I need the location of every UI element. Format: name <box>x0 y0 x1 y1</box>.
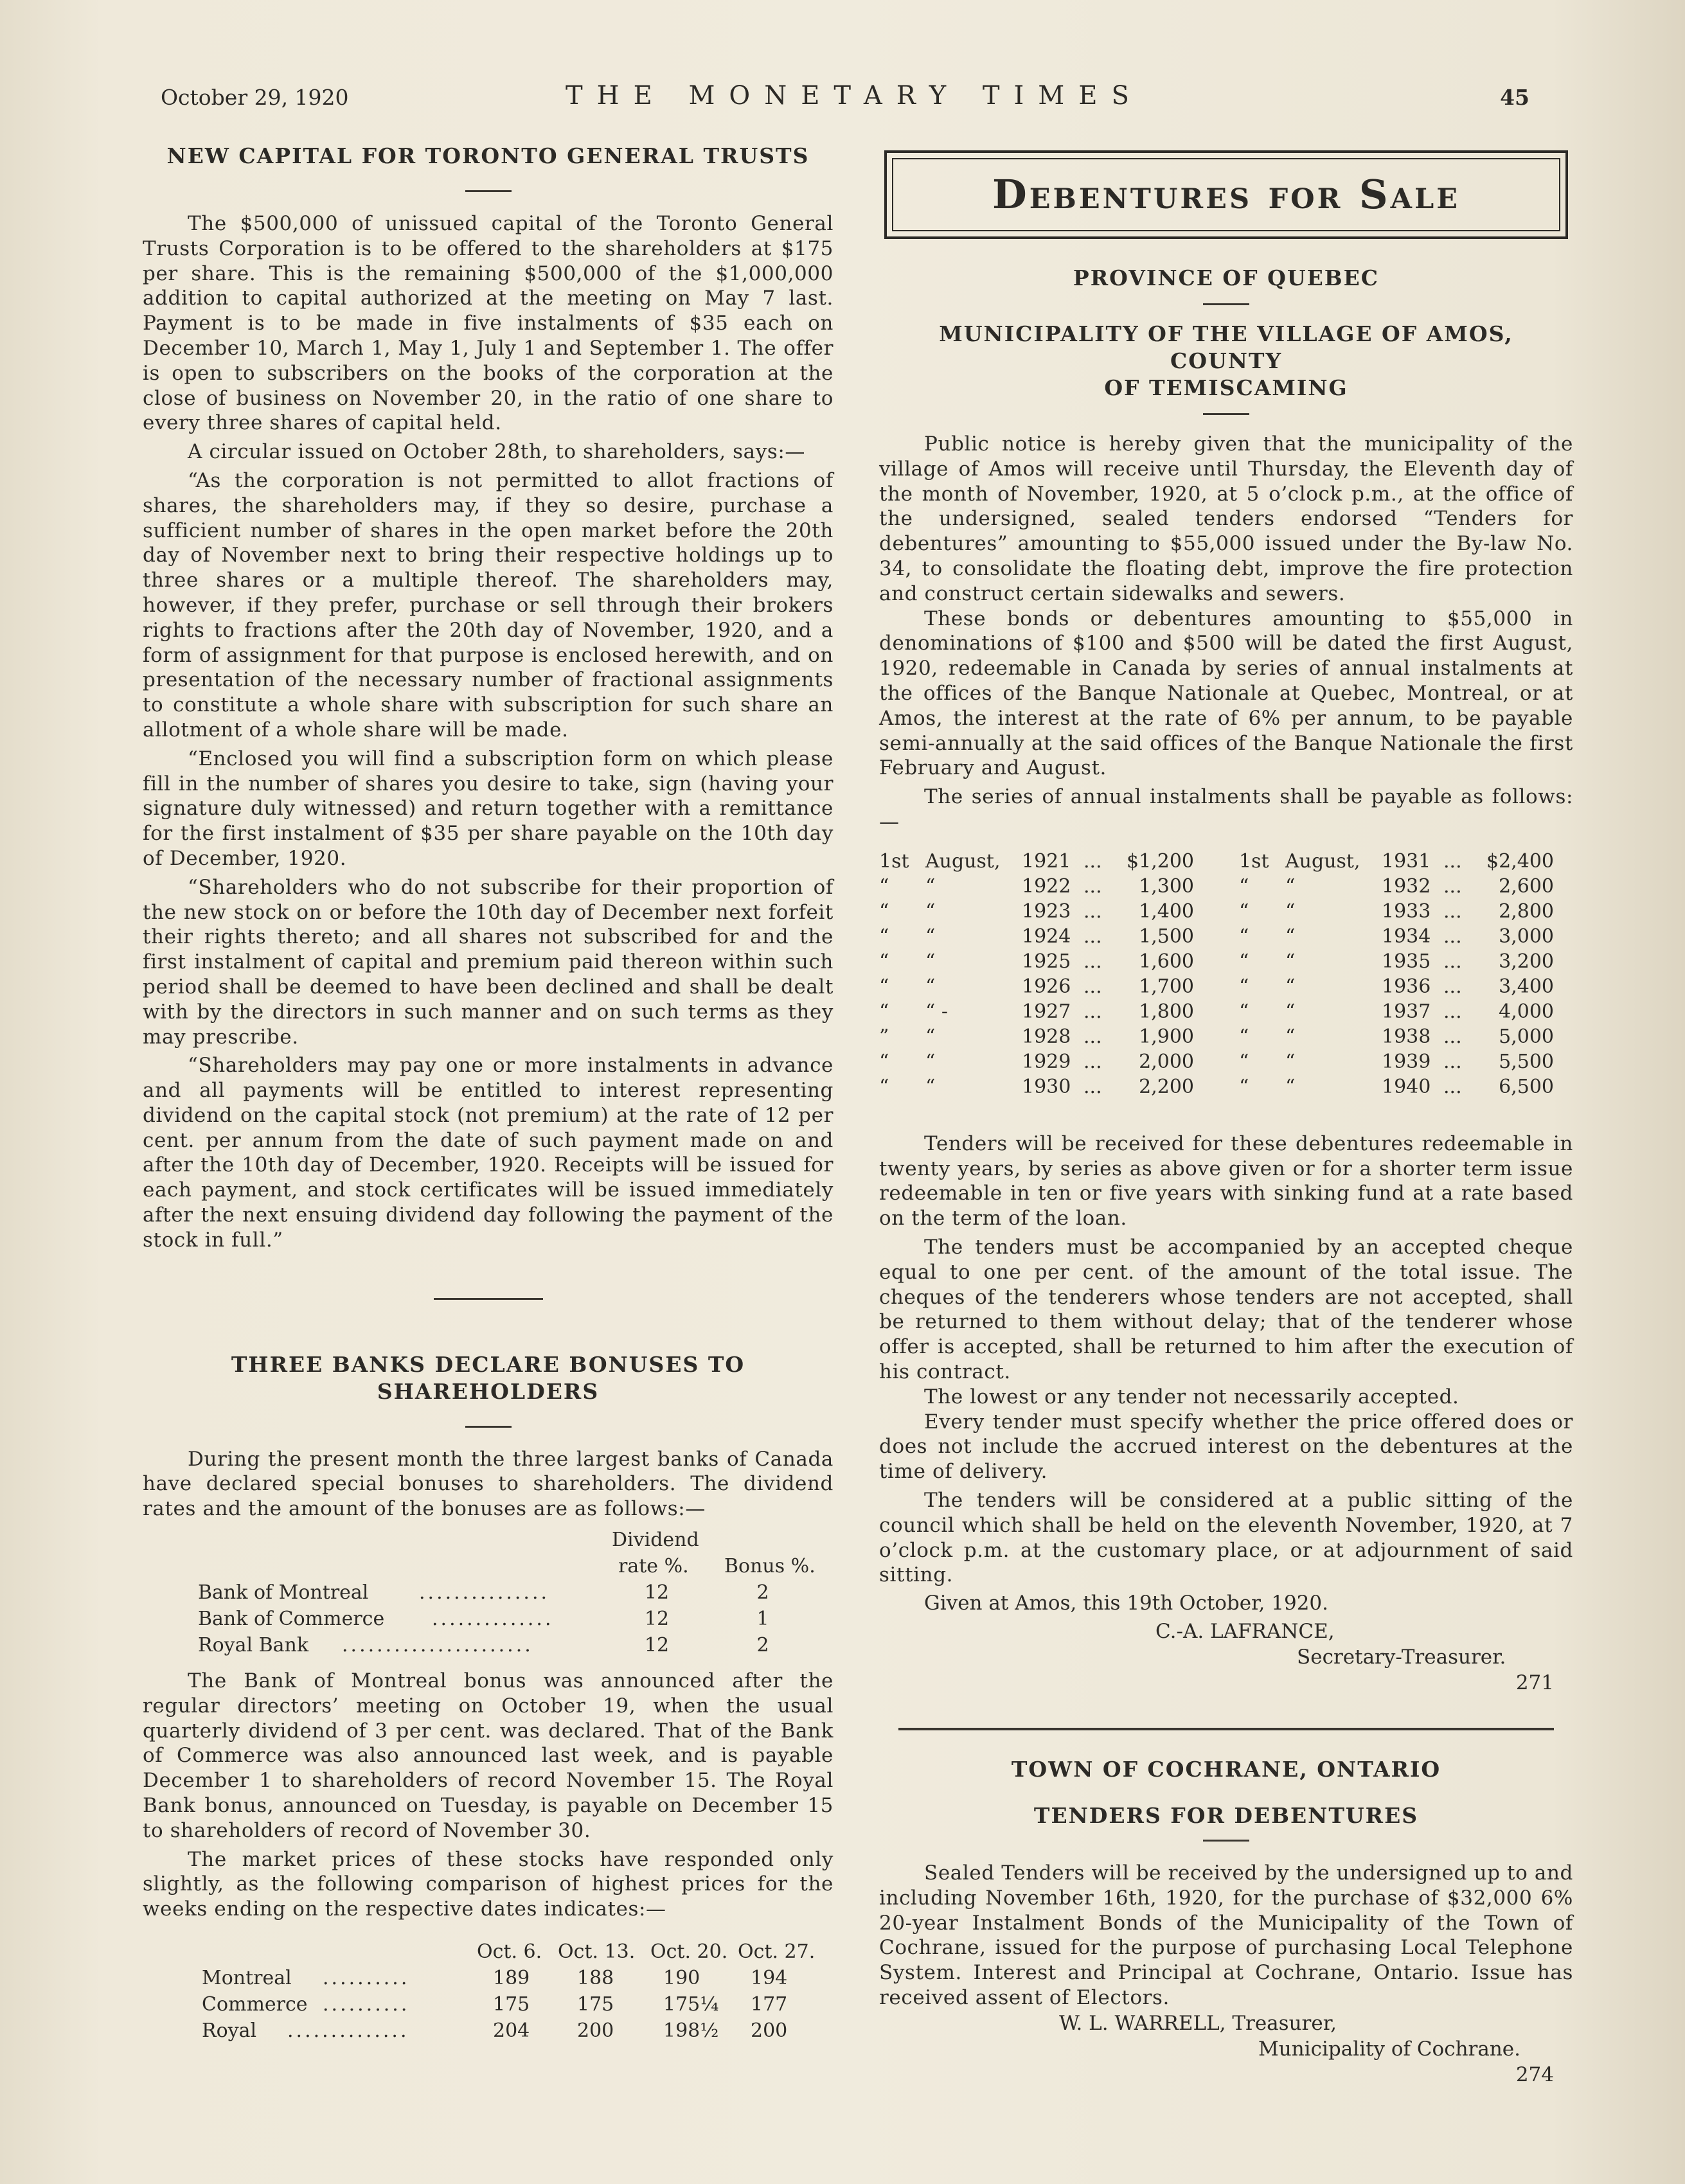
table-header-row <box>143 1527 834 1553</box>
price-table <box>143 1939 834 2048</box>
price-value: 188 <box>577 1967 614 1990</box>
schedule-month: “ <box>1285 950 1296 973</box>
schedule-prefix: “ <box>879 1000 889 1023</box>
section-divider <box>898 1728 1554 1730</box>
price-value: 198½ <box>663 2020 719 2043</box>
price-value: 177 <box>751 1993 788 2016</box>
divider <box>465 1426 512 1428</box>
schedule-month: “ <box>1285 975 1296 998</box>
leader-dots: ... <box>1083 1000 1102 1023</box>
section-divider <box>434 1298 543 1300</box>
quebec-paragraph: Tenders will be received for these debentures redeemable in twenty years, by series as above given or for a shorter term issue redeemable in ten or five years with sinking fund at a rate based on the term of the loan. <box>879 1132 1573 1230</box>
signer-name: C.-A. LAFRANCE, <box>1155 1620 1335 1644</box>
divider <box>1203 413 1249 415</box>
schedule-month: “ <box>925 975 936 998</box>
schedule-month: “ <box>925 1050 936 1073</box>
schedule-year: 1937 <box>1382 1000 1431 1023</box>
municipality-line: MUNICIPALITY OF THE VILLAGE OF AMOS, COUNTY <box>939 321 1513 373</box>
schedule-year: 1926 <box>1022 975 1071 998</box>
price-value: 200 <box>577 2020 614 2043</box>
leader-dots: ... <box>1083 950 1102 973</box>
schedule-month: “ <box>925 950 936 973</box>
schedule-prefix: “ <box>879 900 889 923</box>
quebec-paragraph: Public notice is hereby given that the municipality of the village of Amos will receive until Thursday, the Eleventh day of the month of November, 1920, at 5 o’clock p.m., at the office of the undersigned, sealed tenders endorsed “Tenders for debentures” amounting to $55,000 issued under the By-law No. 34, to consolidate the floating debt, improve the fire protection and construct certain sidewalks and sewers. <box>879 432 1573 605</box>
leader-dots: ... <box>1443 849 1462 873</box>
price-value: 189 <box>493 1967 530 1990</box>
divider <box>1203 1840 1249 1842</box>
schedule-month: August, <box>1285 849 1360 873</box>
leader-dots: ... <box>1083 1025 1102 1048</box>
bonus-table <box>143 1527 834 1658</box>
schedule-year: 1924 <box>1022 925 1071 948</box>
schedule-month: “ <box>1285 1025 1296 1048</box>
article2-intro: During the present month the three largest banks of Canada have declared special bonuses to shareholders. The dividend rates and the amount of the bonuses are as follows:— <box>143 1447 834 1521</box>
schedule-month: “ <box>925 874 936 898</box>
schedule-amount: 6,500 <box>1499 1075 1554 1098</box>
price-date-header: Oct. 27. <box>738 1940 816 1964</box>
price-value: 175 <box>577 1993 614 2016</box>
stock-name: Montreal <box>202 1967 292 1990</box>
article1-paragraph: “As the corporation is not permitted to allot fractions of shares, the shareholders may, if they so desire, purchase a sufficient number of shares in the open market before the 20th day of November next to bring their respective holdings up to three shares or a multiple thereof. The shareholders may, however, if they prefer, purchase or sell through their brokers rights to fractions after the 20th day of November, 1920, and a form of assignment for that purpose is enclosed herewith, and on presentation of the necessary number of fractional assignments to constitute a whole share with subscription for such share an allotment of a whole share will be made. <box>143 468 834 741</box>
schedule-prefix: “ <box>1239 975 1249 998</box>
schedule-year: 1931 <box>1382 849 1431 873</box>
leader-dots: .......... <box>323 1967 410 1990</box>
table-row <box>143 1965 834 1991</box>
given-line: Given at Amos, this 19th October, 1920. <box>924 1592 1328 1615</box>
schedule-prefix: “ <box>879 1050 889 1073</box>
price-value: 200 <box>751 2020 788 2043</box>
header-bonus: Bonus %. <box>724 1555 816 1578</box>
schedule-month: August, <box>925 849 1001 873</box>
schedule-year: 1925 <box>1022 950 1071 973</box>
schedule-amount: 3,000 <box>1499 925 1554 948</box>
schedule-year: 1932 <box>1382 874 1431 898</box>
quebec-paragraph: The series of annual instalments shall be payable as follows:— <box>879 785 1573 833</box>
schedule-year: 1927 <box>1022 1000 1071 1023</box>
running-head <box>161 81 1529 117</box>
schedule-amount: 4,000 <box>1499 1000 1554 1023</box>
table-header-row <box>143 1939 834 1965</box>
schedule-prefix: ” <box>879 1025 889 1048</box>
schedule-year: 1923 <box>1022 900 1071 923</box>
leader-dots: ... <box>1083 874 1102 898</box>
schedule-amount: $1,200 <box>1127 849 1194 873</box>
schedule-month: “ <box>1285 1050 1296 1073</box>
schedule-amount: 1,400 <box>1139 900 1194 923</box>
schedule-year: 1933 <box>1382 900 1431 923</box>
price-date-header: Oct. 13. <box>558 1940 636 1964</box>
signer-name: W. L. WARRELL, Treasurer, <box>1059 2011 1337 2035</box>
bonus-rate: 1 <box>756 1608 769 1631</box>
left-column <box>143 143 834 2048</box>
banner-title: Debentures for Sale <box>892 158 1560 231</box>
schedule-prefix: “ <box>1239 874 1249 898</box>
schedule-year: 1939 <box>1382 1050 1431 1073</box>
schedule-year: 1928 <box>1022 1025 1071 1048</box>
leader-dots: ... <box>1443 1050 1462 1073</box>
schedule-year: 1940 <box>1382 1075 1431 1098</box>
leader-dots: ... <box>1083 1075 1102 1098</box>
schedule-month: “ <box>925 1025 936 1048</box>
schedule-amount: $2,400 <box>1486 849 1554 873</box>
right-column <box>879 146 1573 2088</box>
quebec-paragraph: These bonds or debentures amounting to $55,000 in denominations of $100 and $500 will be dated the first August, 1920, redeemable in Canada by series of annual instalments at the offices of the Banque Nationale at Quebec, Montreal, or at Amos, the interest at the rate of 6% per annum, to be payable semi-annually at the said offices of the Banque Nationale the first February and August. <box>879 607 1573 780</box>
schedule-month: “ <box>1285 925 1296 948</box>
schedule-month: “ <box>1285 1075 1296 1098</box>
schedule-amount: 1,500 <box>1139 925 1194 948</box>
price-value: 175¼ <box>663 1993 719 2016</box>
schedule-month: “ - <box>925 1000 949 1023</box>
schedule-year: 1921 <box>1022 849 1071 873</box>
article1-paragraph: “Shareholders who do not subscribe for their proportion of the new stock on or before the 10th day of December next forfeit their rights thereto; and all shares not subscribed for and the first instalment of capital and premium paid thereon within such period shall be deemed to have been declined and shall be dealt with by the directors in such manner and on such terms as they may prescribe. <box>143 875 834 1049</box>
table-row <box>143 1606 834 1632</box>
schedule-prefix: “ <box>879 874 889 898</box>
schedule-amount: 1,300 <box>1139 874 1194 898</box>
schedule-year: 1929 <box>1022 1050 1071 1073</box>
schedule-amount: 1,600 <box>1139 950 1194 973</box>
schedule-prefix: 1st <box>1239 849 1269 873</box>
quebec-paragraph: The tenders will be considered at a public sitting of the council which shall be held on the eleventh November, 1920, at 7 o’clock p.m. at the customary place, or at adjournment of said sitting. <box>879 1488 1573 1587</box>
schedule-prefix: “ <box>1239 925 1249 948</box>
schedule-month: “ <box>925 900 936 923</box>
article1-paragraph: “Shareholders may pay one or more instalments in advance and all payments will be entitled to interest representing dividend on the capital stock (not premium) at the rate of 12 per cent. per annum from the date of such payment made on and after the 10th day of December, 1920. Receipts will be issued for each payment, and stock certificates will be issued immediately after the next ensuing dividend day following the payment of the stock in full.” <box>143 1054 834 1252</box>
signer-title: Secretary-Treasurer. <box>1297 1646 1506 1669</box>
stock-name: Commerce <box>202 1993 308 2016</box>
schedule-prefix: “ <box>1239 1025 1249 1048</box>
dividend-rate: 12 <box>644 1608 670 1631</box>
leader-dots: ... <box>1083 925 1102 948</box>
schedule-month: “ <box>1285 874 1296 898</box>
leader-dots: ............... <box>419 1581 550 1604</box>
schedule-year: 1936 <box>1382 975 1431 998</box>
leader-dots: .......... <box>323 1993 410 2016</box>
schedule-prefix: “ <box>879 975 889 998</box>
table-row <box>143 1579 834 1606</box>
page-number: 45 <box>1500 85 1529 110</box>
schedule-year: 1922 <box>1022 874 1071 898</box>
schedule-amount: 2,600 <box>1499 874 1554 898</box>
cochrane-heading: TOWN OF COCHRANE, ONTARIO <box>1011 1757 1441 1782</box>
article1-paragraph: The $500,000 of unissued capital of the Toronto General Trusts Corporation is to be offered to the shareholders at $175 per share. This is the remaining $500,000 of the $1,000,000 addition to capital authorized at the meeting on May 7 last. Payment is to be made in five instalments of $35 each on December 10, March 1, May 1, July 1 and September 1. The offer is open to subscribers on the books of the corporation at the close of business on November 20, in the ratio of one share to every three shares of capital held. <box>143 212 834 435</box>
schedule-amount: 5,500 <box>1499 1050 1554 1073</box>
schedule-amount: 1,700 <box>1139 975 1194 998</box>
cochrane-subtitle: TENDERS FOR DEBENTURES <box>1033 1803 1419 1829</box>
schedule-prefix: “ <box>1239 1050 1249 1073</box>
schedule-year: 1934 <box>1382 925 1431 948</box>
quebec-paragraph: The tenders must be accompanied by an accepted cheque equal to one per cent. of the amount of the total issue. The cheques of the tenderers whose tenders are not accepted, shall be returned to them without delay; that of the tenderer whose offer is accepted, shall be returned to him after the execution of his contract. <box>879 1235 1573 1383</box>
leader-dots: ... <box>1083 849 1102 873</box>
bonus-rate: 2 <box>756 1581 769 1604</box>
leader-dots: ... <box>1443 1075 1462 1098</box>
table-row <box>143 2018 834 2044</box>
table-header-row <box>143 1553 834 1579</box>
schedule-amount: 5,000 <box>1499 1025 1554 1048</box>
debentures-banner <box>884 150 1568 239</box>
leader-dots: ... <box>1443 874 1462 898</box>
leader-dots: ... <box>1443 925 1462 948</box>
ad-number: 274 <box>1515 2063 1554 2086</box>
schedule-prefix: 1st <box>879 849 909 873</box>
instalment-schedule <box>879 849 1573 1119</box>
article2-paragraph: The Bank of Montreal bonus was announced after the regular directors’ meeting on October 19, when the usual quarterly dividend of 3 per cent. was declared. That of the Bank of Commerce was also announced last week, and is payable December 1 to shareholders of record November 15. The Royal Bank bonus, announced on Tuesday, is payable on December 15 to shareholders of record of November 30. <box>143 1669 834 1842</box>
article2-title <box>143 1351 834 1405</box>
leader-dots: .............. <box>287 2020 409 2043</box>
schedule-amount: 1,800 <box>1139 1000 1194 1023</box>
ad-number: 271 <box>1515 1671 1554 1695</box>
schedule-month: “ <box>1285 900 1296 923</box>
schedule-month: “ <box>1285 1000 1296 1023</box>
table-row <box>143 1991 834 2018</box>
bank-name: Bank of Commerce <box>198 1608 385 1631</box>
schedule-month: “ <box>925 1075 936 1098</box>
cochrane-paragraph: Sealed Tenders will be received by the undersigned up to and including November 16th, 1920, for the purchase of $32,000 6% 20-year Instalment Bonds of the Municipality of the Town of Cochrane, issued for the purpose of purchasing Local Telephone System. Interest and Principal at Cochrane, Ontario. Issue has received assent of Electors. <box>879 1861 1573 2010</box>
schedule-amount: 3,400 <box>1499 975 1554 998</box>
schedule-year: 1938 <box>1382 1025 1431 1048</box>
quebec-paragraph: Every tender must specify whether the price offered does or does not include the accrued interest on the debentures at the time of delivery. <box>879 1410 1573 1484</box>
signer-title: Municipality of Cochrane. <box>1258 2037 1521 2061</box>
leader-dots: ... <box>1443 950 1462 973</box>
schedule-amount: 1,900 <box>1139 1025 1194 1048</box>
article1-title: NEW CAPITAL FOR TORONTO GENERAL TRUSTS <box>166 143 810 168</box>
schedule-prefix: “ <box>1239 950 1249 973</box>
stock-name: Royal <box>202 2020 257 2043</box>
article1-paragraph: A circular issued on October 28th, to shareholders, says:— <box>188 440 806 464</box>
issue-date: October 29, 1920 <box>161 85 349 110</box>
schedule-prefix: “ <box>879 950 889 973</box>
divider <box>465 190 512 192</box>
table-row <box>143 1632 834 1658</box>
price-date-header: Oct. 6. <box>477 1940 542 1964</box>
schedule-amount: 2,200 <box>1139 1075 1194 1098</box>
header-rate: rate %. <box>618 1555 689 1578</box>
municipality-heading <box>879 321 1573 402</box>
article2-title-line: THREE BANKS DECLARE BONUSES TO <box>231 1351 745 1377</box>
schedule-year: 1930 <box>1022 1075 1071 1098</box>
leader-dots: ... <box>1083 900 1102 923</box>
schedule-amount: 3,200 <box>1499 950 1554 973</box>
leader-dots: ... <box>1083 1050 1102 1073</box>
leader-dots: ... <box>1443 900 1462 923</box>
leader-dots: ... <box>1083 975 1102 998</box>
schedule-prefix: “ <box>879 1075 889 1098</box>
price-value: 190 <box>663 1967 700 1990</box>
bank-name: Bank of Montreal <box>198 1581 369 1604</box>
schedule-prefix: “ <box>879 925 889 948</box>
leader-dots: .............. <box>432 1608 554 1631</box>
header-dividend: Dividend <box>612 1529 699 1552</box>
leader-dots: ...................... <box>342 1634 533 1657</box>
schedule-amount: 2,000 <box>1139 1050 1194 1073</box>
schedule-prefix: “ <box>1239 1000 1249 1023</box>
price-value: 194 <box>751 1967 788 1990</box>
municipality-line: OF TEMISCAMING <box>1104 375 1348 400</box>
leader-dots: ... <box>1443 1000 1462 1023</box>
price-date-header: Oct. 20. <box>650 1940 728 1964</box>
province-heading: PROVINCE OF QUEBEC <box>1073 265 1380 290</box>
schedule-month: “ <box>925 925 936 948</box>
divider <box>1203 303 1249 305</box>
article2-title-line: SHAREHOLDERS <box>377 1378 600 1404</box>
bonus-rate: 2 <box>756 1634 769 1657</box>
price-value: 175 <box>493 1993 530 2016</box>
schedule-prefix: “ <box>1239 900 1249 923</box>
leader-dots: ... <box>1443 1025 1462 1048</box>
schedule-prefix: “ <box>1239 1075 1249 1098</box>
bank-name: Royal Bank <box>198 1634 309 1657</box>
dividend-rate: 12 <box>644 1634 670 1657</box>
leader-dots: ... <box>1443 975 1462 998</box>
price-value: 204 <box>493 2020 530 2043</box>
article2-paragraph: The market prices of these stocks have responded only slightly, as the following comparison of highest prices for the weeks ending on the respective dates indicates:— <box>143 1847 834 1921</box>
publication-title: THE MONETARY TIMES <box>566 81 1143 111</box>
dividend-rate: 12 <box>644 1581 670 1604</box>
article1-paragraph: “Enclosed you will find a subscription form on which please fill in the number of shares you desire to take, sign (having your signature duly witnessed) and return together with a remittance for the first instalment of $35 per share payable on the 10th day of December, 1920. <box>143 747 834 870</box>
schedule-amount: 2,800 <box>1499 900 1554 923</box>
quebec-paragraph: The lowest or any tender not necessarily accepted. <box>924 1385 1459 1408</box>
schedule-year: 1935 <box>1382 950 1431 973</box>
